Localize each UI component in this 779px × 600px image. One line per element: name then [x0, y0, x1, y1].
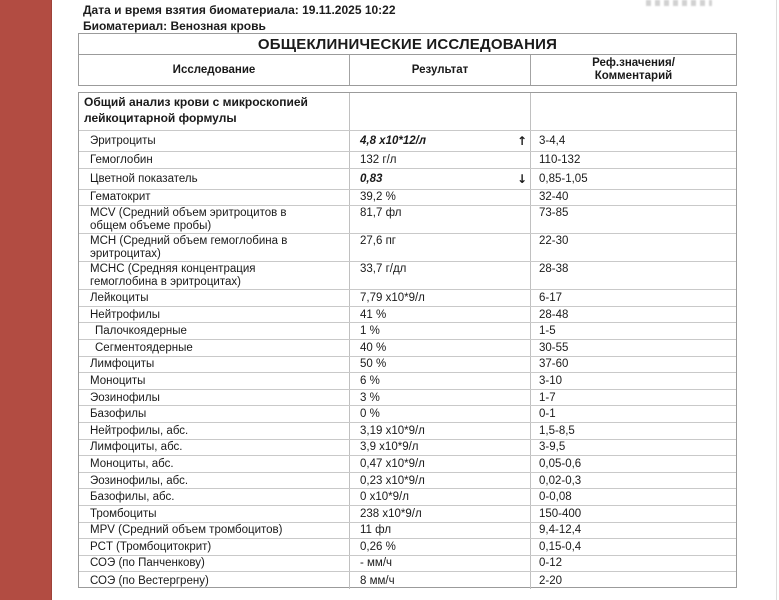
test-ref: 1,5-8,5: [539, 424, 575, 437]
test-ref: 6-17: [539, 291, 563, 304]
test-ref: 3-9,5: [539, 441, 566, 454]
left-accent-bar: [0, 0, 52, 600]
collection-datetime-line: Дата и время взятия биоматериала: 19.11.2025 10:22: [83, 3, 396, 17]
test-result: 0 %: [360, 408, 380, 421]
arrow-up-icon: ↑: [516, 134, 527, 148]
test-result: 0,83: [360, 172, 383, 185]
test-name: Палочкоядерные: [95, 325, 187, 338]
test-result: 7,79 х10*9/л: [360, 291, 425, 304]
test-result: 3,9 х10*9/л: [360, 441, 419, 454]
column-header-ref-line2: Комментарий: [594, 70, 673, 82]
test-ref: 0,02-0,3: [539, 474, 582, 487]
table-row: [79, 131, 736, 152]
test-result: 132 г/л: [360, 153, 397, 166]
column-header-ref: [531, 55, 736, 85]
table-row: [79, 556, 736, 573]
test-result: 0,26 %: [360, 540, 396, 553]
test-name: Тромбоциты: [90, 507, 157, 520]
test-result: 27,6 пг: [360, 235, 396, 248]
group-header-ref-cell: [531, 93, 736, 130]
test-result: 50 %: [360, 358, 387, 371]
table-row: [79, 357, 736, 374]
test-name: Сегментоядерные: [95, 341, 193, 354]
table-row: [79, 152, 736, 169]
table-row: [79, 473, 736, 490]
test-name: Базофилы: [90, 408, 147, 421]
table-row: [79, 190, 736, 207]
table-row: [79, 373, 736, 390]
test-name: СОЭ (по Панченкову): [90, 557, 205, 570]
test-ref: 0,15-0,4: [539, 540, 582, 553]
table-row: [79, 169, 736, 190]
test-ref: 37-60: [539, 358, 569, 371]
test-name: MCV (Средний объем эритроцитов в общем объеме пробы): [90, 207, 287, 233]
test-ref: 28-48: [539, 308, 569, 321]
test-name: Базофилы, абс.: [90, 491, 175, 504]
table-row: [79, 440, 736, 457]
table-row: [79, 423, 736, 440]
table-row: [79, 572, 736, 589]
results-table-body: [78, 92, 737, 588]
table-row: [79, 290, 736, 307]
test-ref: 28-38: [539, 263, 569, 276]
table-row: [79, 206, 736, 234]
test-ref: 0-12: [539, 557, 563, 570]
test-name: Гематокрит: [90, 191, 151, 204]
test-name: MCH (Средний объем гемоглобина в эритроцитах): [90, 235, 288, 261]
table-row: [79, 489, 736, 506]
test-ref: 1-7: [539, 391, 556, 404]
test-result: - мм/ч: [360, 557, 393, 570]
test-ref: 22-30: [539, 235, 569, 248]
test-result: 33,7 г/дл: [360, 263, 407, 276]
test-ref: 2-20: [539, 574, 563, 587]
group-header-result-cell: [349, 93, 531, 130]
group-header-row: [79, 93, 736, 131]
test-name: Нейтрофилы, абс.: [90, 424, 189, 437]
test-result: 3 %: [360, 391, 380, 404]
test-ref: 0,05-0,6: [539, 457, 582, 470]
test-name: Эозинофилы: [90, 391, 160, 404]
column-header-ref-line1: Реф.значения/: [592, 57, 675, 69]
test-name: Гемоглобин: [90, 153, 153, 166]
table-row: [79, 406, 736, 423]
test-ref: 73-85: [539, 207, 569, 220]
test-ref: 1-5: [539, 325, 556, 338]
test-ref: 9,4-12,4: [539, 524, 582, 537]
test-result: 40 %: [360, 341, 387, 354]
table-row: [79, 523, 736, 540]
table-header-box: [78, 33, 737, 86]
column-header-result: Результат: [349, 55, 531, 85]
table-row: [79, 234, 736, 262]
cropped-text-artifact: [646, 0, 712, 6]
arrow-down-icon: ↓: [516, 171, 527, 186]
test-name: Лимфоциты, абс.: [90, 441, 183, 454]
table-row: [79, 307, 736, 324]
test-ref: 0-0,08: [539, 491, 572, 504]
test-name: Моноциты, абс.: [90, 457, 174, 470]
column-header-study: Исследование: [172, 63, 256, 76]
test-name: Эритроциты: [90, 135, 156, 147]
test-name: Цветной показатель: [90, 172, 198, 185]
test-result: 0,47 х10*9/л: [360, 457, 425, 470]
test-ref: 0-1: [539, 408, 556, 421]
test-result: 0 х10*9/л: [360, 491, 409, 504]
test-result: 41 %: [360, 308, 387, 321]
test-ref: 150-400: [539, 507, 582, 520]
test-result: 11 фл: [360, 524, 392, 537]
test-name: СОЭ (по Вестергрену): [90, 574, 209, 587]
test-name: PCT (Тромбоцитокрит): [90, 540, 212, 553]
column-header-row: [79, 55, 736, 85]
test-result: 39,2 %: [360, 191, 396, 204]
test-result: 238 х10*9/л: [360, 507, 422, 520]
test-name: Нейтрофилы: [90, 308, 161, 321]
test-result: 6 %: [360, 374, 380, 387]
test-ref: 3-4,4: [539, 135, 566, 147]
test-name: Лимфоциты: [90, 358, 155, 371]
table-row: [79, 262, 736, 290]
test-ref: 30-55: [539, 341, 569, 354]
test-name: MPV (Средний объем тромбоцитов): [90, 524, 283, 537]
test-name: Лейкоциты: [90, 291, 149, 304]
test-ref: 32-40: [539, 191, 569, 204]
test-result: 8 мм/ч: [360, 574, 395, 587]
biomaterial-line: Биоматериал: Венозная кровь: [83, 19, 266, 33]
test-result: 0,23 х10*9/л: [360, 474, 425, 487]
test-ref: 3-10: [539, 374, 563, 387]
test-ref: 0,85-1,05: [539, 172, 588, 185]
group-header-name: Общий анализ крови с микроскопией лейкоцитарной формулы: [84, 95, 308, 125]
test-result: 4,8 х10*12/л: [360, 135, 426, 147]
test-name: Эозинофилы, абс.: [90, 474, 189, 487]
section-title: ОБЩЕКЛИНИЧЕСКИЕ ИССЛЕДОВАНИЯ: [79, 34, 736, 55]
table-row: [79, 539, 736, 556]
table-row: [79, 506, 736, 523]
test-result: 1 %: [360, 325, 380, 338]
test-name: MCHC (Средняя концентрация гемоглобина в эритроцитах): [90, 263, 256, 289]
table-row: [79, 323, 736, 340]
test-result: 81,7 фл: [360, 207, 402, 220]
test-name: Моноциты: [90, 374, 146, 387]
page-edge-divider: [776, 0, 777, 600]
table-row: [79, 456, 736, 473]
test-ref: 110-132: [539, 153, 581, 166]
table-row: [79, 390, 736, 407]
table-row: [79, 340, 736, 357]
test-result: 3,19 х10*9/л: [360, 424, 425, 437]
